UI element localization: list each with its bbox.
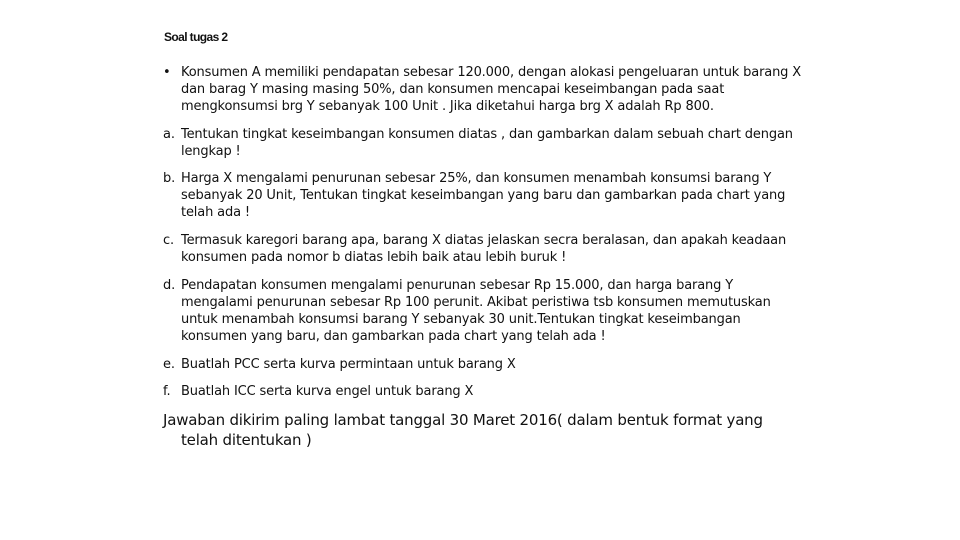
question-d bbox=[163, 277, 803, 345]
submission-note-line2: telah ditentukan ) bbox=[181, 431, 312, 449]
submission-note bbox=[163, 410, 803, 450]
question-b-marker: b. bbox=[163, 171, 176, 186]
question-f-text: Buatlah ICC serta kurva engel untuk barang X bbox=[181, 384, 474, 399]
submission-note-line1: Jawaban dikirim paling lambat tanggal 30 Maret 2016( dalam bentuk format yang bbox=[163, 411, 763, 429]
question-c-marker: c. bbox=[163, 233, 174, 248]
question-c bbox=[163, 232, 803, 266]
question-d-text: Pendapatan konsumen mengalami penurunan sebesar Rp 15.000, dan harga barang Y mengalami penurunan sebesar Rp 100 perunit. Akibat peristiwa tsb konsumen memutuskan untuk menambah konsumsi barang Y sebanyak 30 unit.Tentukan tingkat keseimbangan konsumen yang baru, dan gambarkan pada chart yang telah ada ! bbox=[181, 278, 771, 344]
question-c-text: Termasuk karegori barang apa, barang X diatas jelaskan secra beralasan, dan apakah keadaan konsumen pada nomor b diatas lebih baik atau lebih buruk ! bbox=[181, 233, 787, 265]
question-f bbox=[163, 383, 803, 400]
question-d-marker: d. bbox=[163, 278, 176, 293]
question-a-marker: a. bbox=[163, 127, 175, 142]
question-e bbox=[163, 356, 803, 373]
question-b bbox=[163, 170, 803, 221]
question-e-text: Buatlah PCC serta kurva permintaan untuk barang X bbox=[181, 357, 516, 372]
intro-bullet-item bbox=[163, 64, 803, 115]
intro-text: Konsumen A memiliki pendapatan sebesar 120.000, dengan alokasi pengeluaran untuk barang X dan barag Y masing masing 50%, dan konsumen mencapai keseimbangan pada saat mengkonsumsi brg Y sebanyak 100 Unit . Jika diketahui harga brg X adalah Rp 800. bbox=[181, 65, 802, 114]
page-title: Soal tugas 2 bbox=[164, 30, 228, 44]
question-b-text: Harga X mengalami penurunan sebesar 25%, dan konsumen menambah konsumsi barang Y sebanyak 20 Unit, Tentukan tingkat keseimbangan yang baru dan gambarkan pada chart yang telah ada ! bbox=[181, 171, 786, 220]
question-f-marker: f. bbox=[163, 384, 171, 399]
question-a-text: Tentukan tingkat keseimbangan konsumen diatas , dan gambarkan dalam sebuah chart dengan lengkap ! bbox=[181, 127, 793, 159]
question-e-marker: e. bbox=[163, 357, 175, 372]
question-a bbox=[163, 126, 803, 160]
bullet-marker: • bbox=[163, 65, 171, 80]
